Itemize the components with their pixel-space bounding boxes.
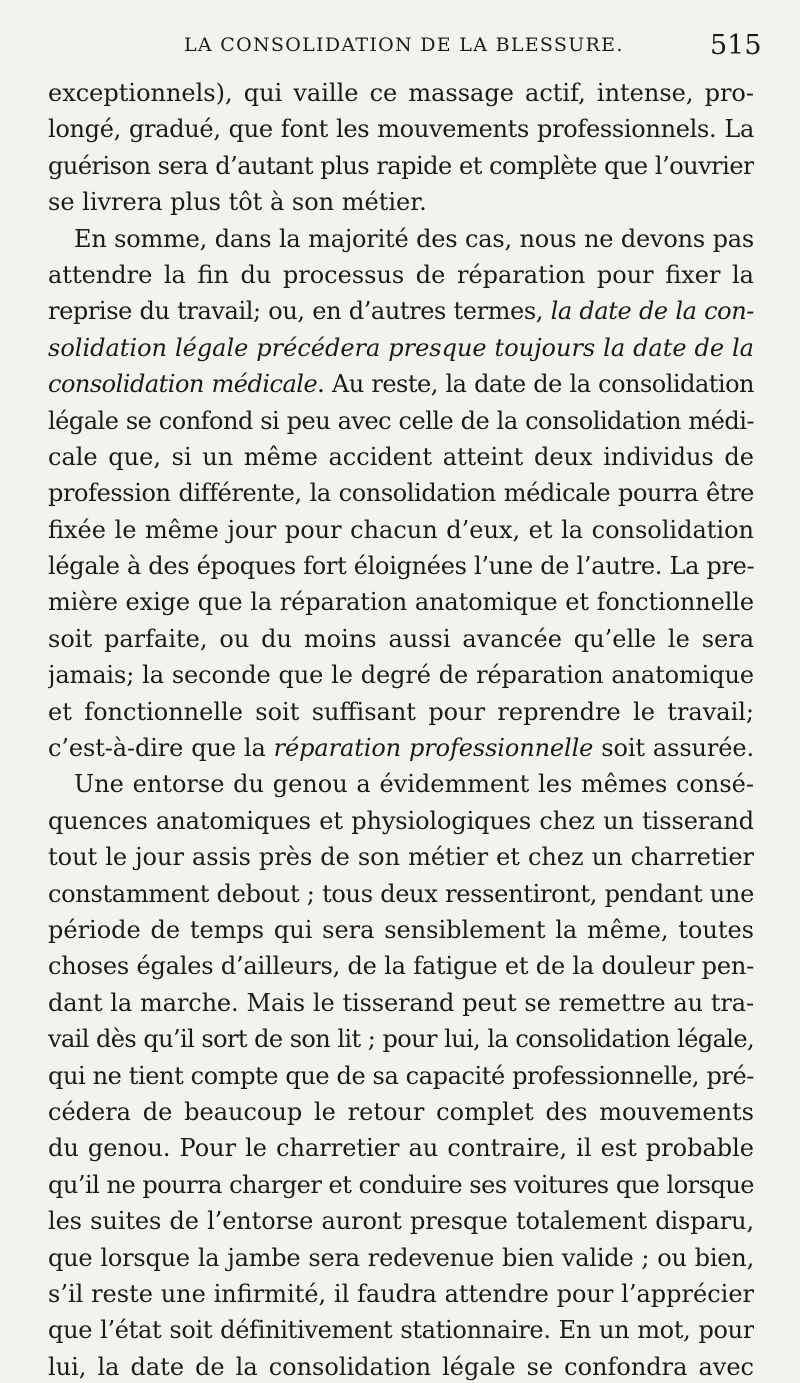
text-line: fixée le même jour pour chacun d’eux, et la consolidation	[48, 515, 754, 544]
text-line: qui ne tient compte que de sa capacité professionnelle, pré-	[48, 1061, 754, 1090]
text-line: longé, gradué, que font les mouvements professionnels. La	[48, 115, 754, 144]
text-line: lui, la date de la consolidation légale se confondra avec	[48, 1352, 754, 1381]
text-line: exceptionnels), qui vaille ce massage actif, intense, pro-	[48, 79, 754, 107]
text-line: cédera de beaucoup le retour complet des mouvements	[48, 1097, 754, 1126]
body-text	[48, 75, 754, 1383]
italic-text-run: réparation professionnelle	[273, 734, 594, 763]
text-line: et fonctionnelle soit suffisant pour reprendre le travail;	[48, 697, 754, 726]
text-line: tout le jour assis près de son métier et chez un charretier	[48, 843, 754, 872]
page-header	[0, 30, 800, 64]
text-line: quences anatomiques et physiologiques chez un tisserand	[48, 806, 754, 835]
text-line: attendre la fin du processus de réparation pour fixer la	[48, 260, 754, 289]
text-run: reprise du travail; ou, en d’autres termes,	[48, 297, 551, 326]
page-number: 515	[710, 30, 762, 61]
text-line: légale se confond si peu avec celle de la consolidation médi-	[48, 406, 754, 435]
text-line: jamais; la seconde que le degré de réparation anatomique	[48, 661, 754, 690]
text-line: Une entorse du genou a évidemment les mêmes consé-	[74, 770, 754, 799]
text-line	[48, 330, 754, 366]
italic-text-run: consolidation médicale.	[48, 370, 325, 399]
text-line: que l’état soit définitivement stationnaire. En un mot, pour	[48, 1316, 754, 1345]
text-line	[48, 293, 754, 329]
text-line: du genou. Pour le charretier au contraire, il est probable	[48, 1134, 754, 1163]
text-line: choses égales d’ailleurs, de la fatigue et de la douleur pen-	[48, 952, 754, 981]
text-run: Au reste, la date de la consolidation	[324, 370, 754, 399]
text-line: dant la marche. Mais le tisserand peut se remettre au tra-	[48, 988, 754, 1017]
text-line: mière exige que la réparation anatomique et fonctionnelle	[48, 588, 754, 617]
text-line: légale à des époques fort éloignées l’une de l’autre. La pre-	[48, 552, 754, 581]
text-line: profession différente, la consolidation médicale pourra être	[48, 479, 754, 508]
text-line: En somme, dans la majorité des cas, nous ne devons pas	[74, 224, 754, 253]
running-title: LA CONSOLIDATION DE LA BLESSURE.	[184, 34, 624, 56]
text-line	[48, 366, 754, 402]
text-line	[48, 730, 754, 766]
text-line: soit parfaite, ou du moins aussi avancée qu’elle le sera	[48, 624, 754, 653]
text-line: s’il reste une infirmité, il faudra attendre pour l’apprécier	[48, 1279, 754, 1308]
text-line: constamment debout ; tous deux ressentiront, pendant une	[48, 879, 754, 908]
text-line: qu’il ne pourra charger et conduire ses voitures que lorsque	[48, 1170, 754, 1199]
text-run: soit assurée.	[593, 734, 754, 763]
text-line: vail dès qu’il sort de son lit ; pour lui, la consolidation légale,	[48, 1025, 754, 1054]
italic-text-run: la date de la con-	[550, 297, 754, 326]
text-line: se livrera plus tôt à son métier.	[48, 188, 427, 217]
text-line: cale que, si un même accident atteint deux individus de	[48, 442, 754, 471]
text-line: période de temps qui sera sensiblement la même, toutes	[48, 915, 754, 944]
text-line: guérison sera d’autant plus rapide et complète que l’ouvrier	[48, 151, 754, 180]
text-line: que lorsque la jambe sera redevenue bien valide ; ou bien,	[48, 1243, 754, 1272]
text-line: les suites de l’entorse auront presque totalement disparu,	[48, 1207, 754, 1236]
italic-text-run: solidation légale précédera presque toujours la date de la	[48, 333, 754, 362]
text-run: c’est-à-dire que la	[48, 734, 274, 763]
